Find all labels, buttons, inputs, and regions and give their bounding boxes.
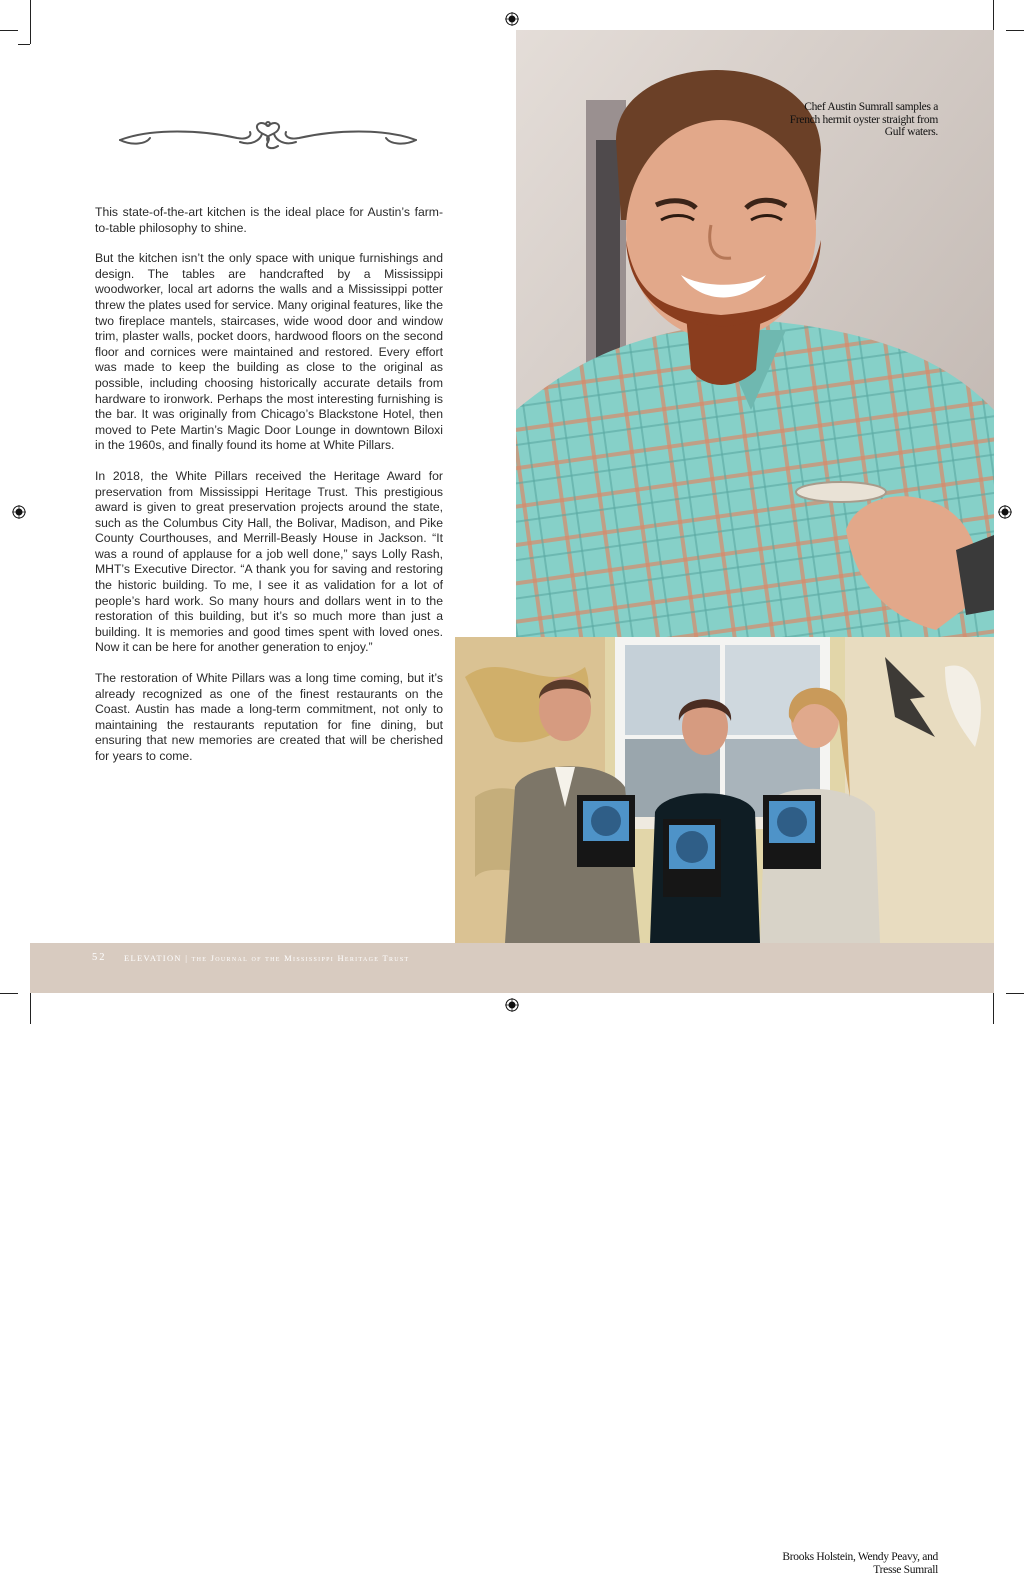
chef-photo [516, 30, 994, 637]
crop-mark [30, 0, 31, 44]
page-number: 52 [92, 952, 107, 963]
crop-mark [18, 44, 30, 45]
award-photo [455, 637, 994, 1576]
registration-mark-icon [505, 998, 519, 1012]
running-footer-title: ELEVATION | the Journal of the Mississippi Heritage Trust [124, 953, 410, 963]
crop-mark [0, 993, 18, 994]
registration-mark-icon [998, 505, 1012, 519]
paragraph: In 2018, the White Pillars received the Heritage Award for preservation from Mississippi Heritage Trust. This prestigious award is given to great preservation projects around the state, such as the Columbus City Hall, the Bolivar, Madison, and Pike County Courthouses, and Merrill-Beasly House in Jackson. “It was a round of applause for a job well done,” says Lolly Rash, MHT’s Executive Director. “A thank you for saving and restoring the historic building. To me, I see it as validation for a lot of people’s hard work. So many hours and dollars went in to the restoration of this building, but it’s so much more than just a building. It is memories and good times spent with loved ones. Now it can be here for another generation to enjoy.” [95, 468, 443, 655]
paragraph: The restoration of White Pillars was a long time coming, but it’s already recognized as one of the finest restaurants on the Coast. Austin has made a long-term commitment, not only to maintaining the restaurants reputation for fine dining, but ensuring that new memories are created that will be cherished for years to come. [95, 671, 443, 763]
photo-caption: Chef Austin Sumrall samples a French hermit oyster straight from Gulf waters. [789, 101, 938, 138]
footer-band [30, 943, 994, 993]
paragraph: This state-of-the-art kitchen is the ideal place for Austin’s farm-to-table philosophy to shine. [95, 205, 443, 235]
photo-caption: Brooks Holstein, Wendy Peavy, and Tresse Sumrall [782, 1551, 938, 1576]
registration-mark-icon [12, 505, 26, 519]
paragraph: But the kitchen isn’t the only space with unique furnishings and design. The tables are handcrafted by a Mississippi woodworker, local art adorns the walls and a Mississippi potter threw the plates used for service. Many original features, like the two fireplace mantels, staircases, wide wood door and window trim, plaster walls, pocket doors, hardwood floors on the second floor and cornices were maintained and restored. Every effort was made to keep the building as close to the original as possible, including choosing historically accurate details from hardware to ironwork. Perhaps the most interesting furnishing is the bar. It was originally from Chicago’s Blackstone Hotel, then moved to Pete Martin’s Magic Door Lounge in downtown Biloxi in the 1960s, and finally found its home at White Pillars. [95, 251, 443, 453]
crop-mark [1006, 30, 1024, 31]
flourish-ornament-icon [112, 116, 424, 156]
crop-mark [1006, 993, 1024, 994]
award-illustration [455, 637, 994, 943]
crop-mark [0, 30, 18, 31]
article-body [95, 205, 443, 780]
registration-mark-icon [505, 12, 519, 26]
